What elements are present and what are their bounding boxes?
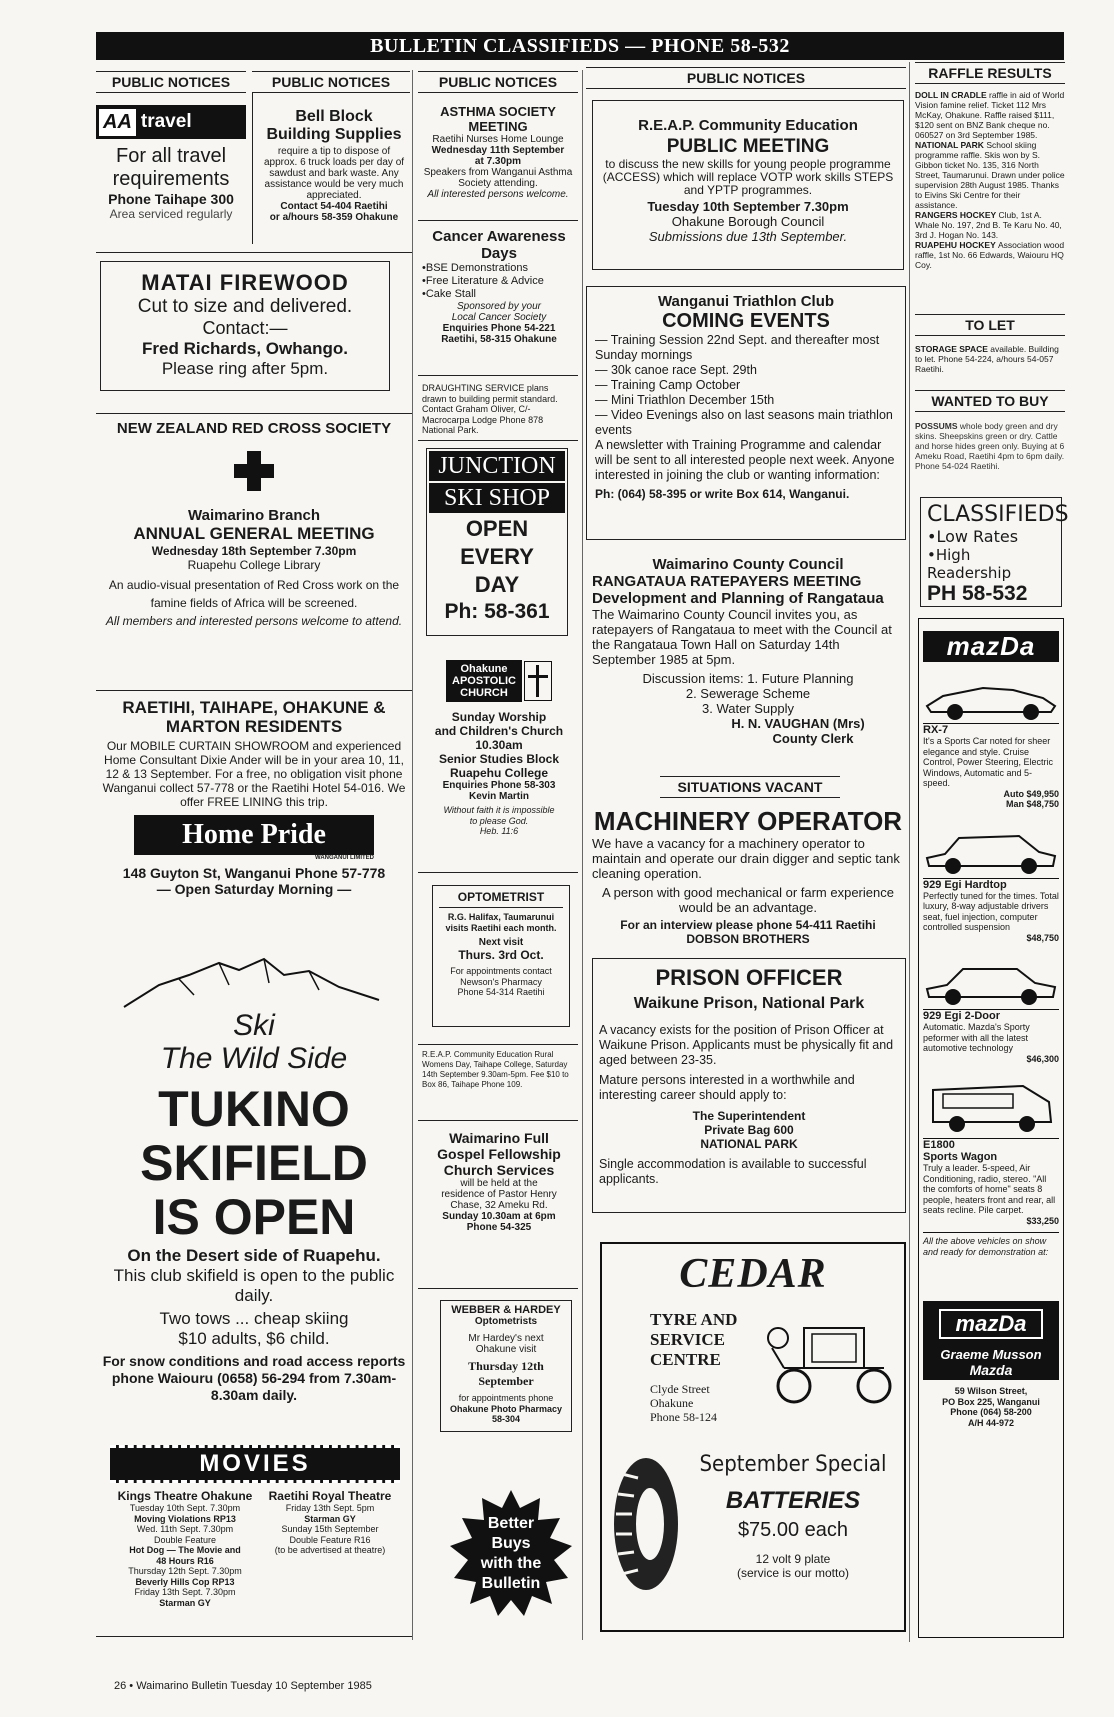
church-t1: Ohakune: [460, 663, 508, 675]
gospel-l2: residence of Pastor Henry: [441, 1189, 557, 1200]
opto-l1: R.G. Halifax, Taumarunui: [447, 912, 555, 922]
prison-officer-ad: [592, 958, 906, 1213]
homepride-logo-text: Home Pride: [182, 819, 326, 850]
rx7-desc: It's a Sports Car noted for sheer elegance and style. Cruise Control, Power Steering, Electric Windows, Automatic and 5-speed.: [923, 736, 1054, 788]
junction-l2: EVERY: [460, 544, 534, 569]
homepride-title: RAETIHI, TAIHAPE, OHAKUNE & MARTON RESIDENTS: [122, 698, 386, 736]
royal-theatre-line: Sunday 15th September: [281, 1524, 379, 1534]
hardtop-title: 929 Egi Hardtop: [923, 878, 1059, 891]
gospel-t2: Gospel Fellowship: [437, 1146, 561, 1162]
bell-contact1: Contact 54-404 Raetihi: [280, 201, 388, 212]
aa-word: travel: [140, 111, 192, 132]
prison-a2: Private Bag 600: [704, 1123, 794, 1137]
cancer-item: •Free Literature & Advice: [422, 275, 544, 287]
gospel-t3: Church Services: [443, 1162, 555, 1178]
triathlon-item: — Training Session 22nd Sept. and thereafter most Sunday mornings: [595, 333, 880, 362]
aa-line2: requirements: [112, 168, 230, 190]
homepride-addr: 148 Guyton St, Wanganui Phone 57-778: [122, 865, 386, 881]
cedar-s2: SERVICE: [650, 1330, 725, 1349]
asthma-date1: Wednesday 11th September: [431, 145, 565, 156]
mazda-dealer2: Mazda: [969, 1362, 1013, 1378]
classifieds-ph: PH 58-532: [927, 582, 1028, 605]
church-l2: and Children's Church: [434, 724, 564, 738]
wanted-header: WANTED TO BUY: [915, 390, 1065, 412]
reap-rural-ad: R.E.A.P. Community Education Rural Womens Day, Taihape College, Saturday 14th September 9.30am-5pm. Fee $10 to Box 86, Taihape Phone 109.: [422, 1050, 569, 1089]
church-q2: to please God.: [469, 815, 529, 826]
prison-l2: Mature persons interested in a worthwhile and interesting career should apply to:: [599, 1073, 855, 1102]
asthma-venue: Raetihi Nurses Home Lounge: [432, 134, 564, 145]
mazda-dealer1: Graeme Musson: [940, 1347, 1042, 1362]
reap-date: Tuesday 10th September 7.30pm: [647, 199, 849, 214]
classifieds-ad: [920, 497, 1069, 607]
royal-theatre-title: Raetihi Royal Theatre: [268, 1489, 392, 1503]
church-q3: Heb. 11:6: [479, 826, 519, 836]
council-sig2: County Clerk: [772, 731, 854, 746]
hardtop-car-icon: [923, 818, 1059, 878]
cedar-a1: Clyde Street: [650, 1382, 710, 1396]
prison-t1: PRISON OFFICER: [655, 965, 843, 990]
royal-theatre-list: [260, 1503, 400, 1556]
matai-line4: Please ring after 5pm.: [161, 359, 329, 378]
webber-hardey-ad: [440, 1300, 572, 1432]
triathlon-ad: [586, 286, 906, 540]
machinery-operator-ad: [592, 806, 904, 946]
church-l6: Enquiries Phone 58-303: [442, 780, 556, 791]
tukino-l1: This club skifield is open to the public daily.: [113, 1266, 395, 1305]
asthma-t2: MEETING: [468, 119, 528, 134]
reap-public-meeting-ad: [592, 100, 904, 270]
kings-theatre-line: Hot Dog — The Movie and: [129, 1545, 241, 1555]
opto-l4: Thurs. 3rd Oct.: [458, 948, 544, 962]
better-l2: Buys: [491, 1535, 531, 1552]
cedar-s1: TYRE AND: [650, 1310, 738, 1329]
movies-title: MOVIES: [110, 1445, 400, 1483]
wagon-title: E1800: [923, 1138, 1059, 1151]
webber-l1: Mr Hardey's next: [468, 1333, 544, 1344]
webber-l6: Ohakune Photo Pharmacy: [449, 1403, 563, 1414]
council-t3: Development and Planning of Rangataua: [592, 590, 884, 607]
asthma-ad: [420, 104, 576, 200]
red-cross-ad: [96, 420, 412, 630]
church-l4: Senior Studies Block: [438, 752, 560, 766]
webber-l4: September: [478, 1374, 534, 1388]
matai-line2: Contact:—: [202, 318, 288, 338]
better-l4: Bulletin: [481, 1575, 541, 1592]
council-item: 2. Sewerage Scheme: [685, 686, 811, 701]
homepride-open: — Open Saturday Morning —: [156, 881, 352, 897]
kings-theatre-line: Starman GY: [159, 1597, 211, 1608]
triathlon-item: — Training Camp October: [595, 378, 741, 392]
opto-l5: For appointments contact: [450, 966, 552, 976]
cancer-spons1: Sponsored by your: [457, 301, 541, 312]
asthma-invite: All interested persons welcome.: [427, 189, 569, 200]
royal-theatre-line: Double Feature R16: [289, 1534, 371, 1545]
machinery-l3: For an interview please phone 54-411 Raetihi: [620, 918, 876, 932]
cancer-ad: [422, 228, 576, 345]
kings-theatre-line: Moving Violations RP13: [134, 1513, 236, 1524]
cedar-title: CEDAR: [679, 1251, 827, 1297]
cancer-spons2: Local Cancer Society: [451, 312, 547, 323]
cancer-enq2: Raetihi, 58-315 Ohakune: [441, 334, 557, 345]
rx7-car-icon: [923, 668, 1059, 723]
hardtop-price: $48,750: [1026, 932, 1059, 943]
asthma-body: Speakers from Wanganui Asthma Society attending.: [423, 167, 573, 189]
redcross-venue: Ruapehu College Library: [187, 558, 321, 572]
kings-theatre-line: Double Feature: [153, 1534, 217, 1545]
machinery-l4: DOBSON BROTHERS: [686, 932, 810, 946]
rx7-price-auto: Auto $49,950: [1003, 788, 1059, 799]
reap-t1: R.E.A.P. Community Education: [638, 117, 858, 134]
wagon-price: $33,250: [1026, 1215, 1059, 1226]
kings-theatre-line: Wed. 11th Sept. 7.30pm: [136, 1524, 234, 1534]
kings-theatre-list: [110, 1503, 260, 1608]
opto-l7: Phone 54-314 Raetihi: [457, 987, 545, 997]
matai-line3: Fred Richards, Owhango.: [142, 339, 348, 358]
cancer-t1: Cancer Awareness: [432, 228, 566, 245]
cedar-volt: 12 volt 9 plate: [755, 1552, 831, 1566]
triathlon-ph: Ph: (064) 58-395 or write Box 614, Wanganui.: [595, 487, 850, 501]
triathlon-body: A newsletter with Training Programme and calendar will be sent to all interested people next week. Anyone interested in joining the club or wanting information:: [595, 438, 895, 482]
cedar-price: $75.00 each: [737, 1519, 849, 1541]
col4-header: PUBLIC NOTICES: [586, 67, 906, 89]
machinery-body: We have a vacancy for a machinery operator to maintain and operate our drain digger and septic tank cleaning operation.: [592, 836, 900, 881]
opto-l3: Next visit: [478, 937, 524, 948]
kings-theatre-line: Thursday 12th Sept. 7.30pm: [128, 1566, 242, 1576]
reap-t2: PUBLIC MEETING: [666, 136, 830, 157]
to-let-ad: [915, 344, 1065, 374]
matai-line1: Cut to size and delivered.: [137, 296, 353, 317]
kings-theatre-line: Friday 13th Sept. 7.30pm: [134, 1587, 236, 1597]
junction-t1: JUNCTION: [429, 451, 565, 481]
council-sig1: H. N. VAUGHAN (Mrs): [731, 716, 865, 731]
col1-header: PUBLIC NOTICES: [96, 71, 246, 93]
triathlon-t1: Wanganui Triathlon Club: [657, 293, 835, 310]
church-t3: CHURCH: [460, 687, 508, 699]
home-pride-ad: [96, 698, 412, 897]
tukino-ski: Ski: [233, 1009, 275, 1042]
twodoor-price: $46,300: [1026, 1053, 1059, 1064]
tyre-icon: [610, 1454, 682, 1594]
kings-theatre-line: Tuesday 10th Sept. 7.30pm: [129, 1503, 241, 1513]
redcross-branch: Waimarino Branch: [188, 507, 320, 524]
opto-l2: visits Raetihi each month.: [445, 922, 557, 933]
rx7-price-man: Man $48,750: [1005, 799, 1059, 809]
redcross-meeting: ANNUAL GENERAL MEETING: [133, 524, 375, 543]
tukino-desert: On the Desert side of Ruapehu.: [127, 1246, 381, 1265]
reap-venue: Ohakune Borough Council: [671, 214, 825, 229]
tukino-t2: SKIFIELD: [140, 1135, 368, 1191]
gospel-l3: Chase, 32 Ameku Rd.: [450, 1200, 548, 1211]
webber-l5: for appointments phone: [458, 1393, 554, 1403]
cedar-tyre-ad: [600, 1242, 906, 1632]
gospel-l1: will be held at the: [460, 1178, 538, 1189]
cancer-item: •Cake Stall: [422, 288, 476, 300]
triathlon-item: — 30k canoe race Sept. 29th: [595, 363, 757, 377]
cedar-motto: (service is our motto): [736, 1566, 850, 1580]
junction-l1: OPEN: [465, 516, 529, 541]
gospel-l5: Phone 54-325: [466, 1222, 532, 1233]
rx7-title: RX-7: [923, 723, 1059, 736]
mazda-note: All the above vehicles on show and ready for demonstration at:: [923, 1232, 1059, 1257]
webber-l2: Ohakune visit: [475, 1344, 537, 1355]
opto-title: OPTOMETRIST: [439, 890, 563, 908]
council-item: 3. Water Supply: [701, 701, 794, 716]
wanted-ad: [915, 421, 1065, 471]
movies-ad: [110, 1445, 400, 1608]
gospel-l4: Sunday 10.30am at 6pm: [442, 1211, 556, 1222]
twodoor-desc: Automatic. Mazda's Sporty peformer with all the latest automotive technology: [923, 1022, 1030, 1053]
redcross-date: Wednesday 18th September 7.30pm: [151, 544, 357, 558]
mazda-dealer-logo: [923, 1301, 1059, 1380]
reap-body: to discuss the new skills for young people programme (ACCESS) which will replace VOTP work skills STEPS and YPTP programmes.: [602, 157, 894, 197]
raffle-item: RUAPEHU HOCKEY Association wood raffle, 1st No. 66 Edwards, Waiouru HQ Coy.: [915, 240, 1065, 270]
cedar-a3: Phone 58-124: [650, 1410, 717, 1424]
cancer-items: [422, 262, 576, 301]
to-let-bold: STORAGE SPACE: [915, 344, 988, 354]
webber-t2: Optometrists: [474, 1316, 538, 1327]
royal-theatre-line: Starman GY: [304, 1513, 356, 1524]
prison-a1: The Superintendent: [692, 1109, 806, 1123]
matai-firewood-ad: [100, 261, 390, 391]
situations-vacant-header: SITUATIONS VACANT: [660, 776, 840, 798]
red-cross-icon: [234, 451, 274, 491]
mazda-ad: [918, 618, 1064, 1638]
council-t1: Waimarino County Council: [652, 556, 844, 573]
gospel-fellowship-ad: [422, 1130, 576, 1233]
council-ad: [592, 556, 904, 746]
col2-header: PUBLIC NOTICES: [252, 71, 410, 93]
tukino-ad: [96, 955, 412, 1404]
bell-body: require a tip to dispose of approx. 6 truck loads per day of sawdust and bark waste. Any assistance would be very much appreciated.: [263, 146, 405, 201]
webber-l3: Thursday 12th: [468, 1359, 544, 1373]
raffle-item: DOLL IN CRADLE raffle in aid of World Vision famine relief. Ticket 112 Mrs McKay, Ohakune. Raffle raised $111, $120 sent on BNZ Bank cheque no. 060527 on 3rd September 1985.: [915, 90, 1065, 140]
cross-icon: [524, 661, 552, 701]
webber-l7: 58-304: [491, 1414, 521, 1424]
royal-theatre-line: Friday 13th Sept. 5pm: [285, 1503, 375, 1513]
wanted-bold: POSSUMS: [915, 421, 958, 431]
aa-line1: For all travel: [115, 145, 227, 167]
mazda-addr2: PO Box 225, Wanganui: [942, 1396, 1040, 1407]
classifieds-l2: •High Readership: [927, 546, 1012, 582]
tukino-wild: The Wild Side: [160, 1042, 348, 1075]
cedar-batteries: BATTERIES: [725, 1487, 861, 1514]
classifieds-l1: •Low Rates: [927, 527, 1019, 546]
royal-theatre-line: (to be advertised at theatre): [274, 1545, 386, 1555]
cedar-a2: Ohakune: [650, 1396, 694, 1410]
triathlon-item: — Mini Triathlon December 15th: [595, 393, 775, 407]
bell-block-ad: [260, 108, 408, 223]
junction-phone: Ph: 58-361: [444, 600, 550, 623]
council-t2: RANGATAUA RATEPAYERS MEETING: [592, 573, 862, 590]
redcross-invite: All members and interested persons welcome to attend.: [105, 614, 403, 628]
twodoor-car-icon: [923, 951, 1059, 1009]
wagon-car-icon: [923, 1072, 1059, 1138]
prison-l3: Single accommodation is available to successful applicants.: [599, 1157, 867, 1186]
draughting-ad: DRAUGHTING SERVICE plans drawn to building permit standard. Contact Graham Oliver, C/- Macrocarpa Lodge Phone 878 National Park.: [422, 383, 558, 435]
mazda-addr3: Phone (064) 58-200: [950, 1407, 1032, 1417]
homepride-body: Our MOBILE CURTAIN SHOWROOM and experienced Home Consultant Dixie Ander will be in your area 10, 11, 12 & 13 September. For a free, no obligation visit phone Wanganui collect 57-778 or the Raetihi Hotel 54-016. We offer FREE LINING this trip.: [102, 739, 406, 809]
council-items: [592, 671, 904, 716]
church-l3: 10.30am: [475, 738, 523, 752]
mazda-addr1: 59 Wilson Street,: [954, 1386, 1028, 1396]
aa-phone: Phone Taihape 300: [108, 191, 234, 207]
church-l7: Kevin Martin: [468, 791, 529, 802]
redcross-body: An audio-visual presentation of Red Cross work on the famine fields of Africa will be screened.: [108, 578, 400, 610]
asthma-date2: at 7.30pm: [474, 156, 522, 167]
kings-theatre-line: 48 Hours R16: [156, 1555, 214, 1566]
prison-body: A vacancy exists for the position of Prison Officer at Waikune Prison. Applicants must be physically fit and aged between 23-35.: [599, 1023, 894, 1067]
aa-travel-ad: [96, 105, 246, 253]
redcross-title: NEW ZEALAND RED CROSS SOCIETY: [116, 420, 392, 437]
bell-title1: Bell Block: [295, 108, 373, 125]
mountain-icon: [119, 955, 389, 1010]
to-let-text: available. Building to let. Phone 54-224, a/hours 54-057 Raetihi.: [915, 344, 1059, 374]
mazda-addr4: A/H 44-972: [967, 1417, 1015, 1428]
raffle-item: RANGERS HOCKEY Club, 1st A. Whale No. 197, 2nd B. Te Karu No. 40, 3rd J. Hogan No. 143.: [915, 210, 1062, 240]
vintage-car-icon: [764, 1308, 900, 1408]
kings-theatre-line: Beverly Hills Cop RP13: [135, 1576, 235, 1587]
cedar-s3: CENTRE: [650, 1350, 721, 1369]
triathlon-t2: COMING EVENTS: [662, 310, 830, 332]
aa-logo: AA: [99, 109, 136, 136]
junction-l3: DAY: [474, 572, 520, 597]
cancer-item: •BSE Demonstrations: [422, 262, 528, 274]
raffle-item: NATIONAL PARK School skiing programme raffle. Skis won by S. Gibbon ticket No. 135, 316 North Street, Taumarunui. Drawn under police supervision 28th August 1985. Thanks to Eivins Ski Centre for their assistance.: [915, 140, 1065, 210]
homepride-logo-sub: WANGANUI LIMITED: [315, 855, 374, 861]
bell-title2: Building Supplies: [266, 126, 402, 143]
raffle-results: [915, 90, 1065, 270]
church-l5: Ruapehu College: [449, 766, 548, 780]
classifieds-title: CLASSIFIEDS: [927, 502, 1069, 527]
machinery-l2: A person with good mechanical or farm experience would be an advantage.: [602, 885, 894, 915]
mazda-logo-bottom: mazDa: [939, 1309, 1043, 1339]
reap-subs: Submissions due 13th September.: [648, 229, 848, 244]
machinery-title: MACHINERY OPERATOR: [593, 806, 903, 836]
wanted-text: whole body green and dry skins. Sheepskins green or dry. Cattle and horse hides green only. Buying at 6 Ameku Road, Raetihi 4pm to 6pm daily. Phone 54-024 Raetihi.: [915, 421, 1065, 471]
gospel-t1: Waimarino Full: [449, 1130, 549, 1146]
matai-title: MATAI FIREWOOD: [141, 270, 349, 295]
junction-ski-shop-ad: [426, 448, 568, 636]
cancer-enq1: Enquiries Phone 54-221: [442, 323, 556, 334]
wagon-title2: Sports Wagon: [923, 1151, 998, 1163]
aa-area: Area serviced regularly: [109, 207, 233, 221]
tukino-l2: Two tows ... cheap skiing: [159, 1309, 349, 1328]
webber-t1: WEBBER & HARDEY: [451, 1304, 561, 1316]
triathlon-item: — Video Evenings also on last seasons main triathlon events: [595, 408, 893, 437]
apostolic-church-ad: [422, 660, 576, 837]
tukino-t1: TUKINO: [158, 1081, 350, 1137]
cedar-special: September Special: [699, 1452, 887, 1477]
junction-t2: SKI SHOP: [429, 483, 565, 513]
wagon-desc: Truly a leader. 5-speed, Air Conditioning, radio, stereo. "All the comforts of home" seats 8 people, heaters front and rear, all seats recline. Pile carpet.: [923, 1163, 1056, 1215]
col3-header: PUBLIC NOTICES: [418, 71, 578, 93]
tukino-l3: $10 adults, $6 child.: [178, 1329, 330, 1348]
church-t2: APOSTOLIC: [452, 675, 516, 687]
twodoor-title: 929 Egi 2-Door: [923, 1009, 1059, 1022]
better-buys-badge: [448, 1490, 574, 1616]
home-pride-logo: [134, 815, 374, 855]
tukino-l4: For snow conditions and road access reports phone Waiouru (0658) 56-294 from 7.30am-8.30am daily.: [102, 1353, 406, 1403]
bell-contact2: or a/hours 58-359 Ohakune: [269, 212, 399, 223]
church-q1: Without faith it is impossible: [443, 805, 555, 815]
asthma-t1: ASTHMA SOCIETY: [440, 104, 556, 119]
mazda-logo-top: mazDa: [923, 631, 1059, 662]
banner: BULLETIN CLASSIFIEDS — PHONE 58-532: [96, 32, 1064, 60]
optometrist-ad: [432, 885, 570, 1027]
triathlon-items: [595, 333, 897, 438]
council-item: Discussion items: 1. Future Planning: [642, 671, 854, 686]
cancer-t2: Days: [481, 245, 517, 262]
tukino-t3: IS OPEN: [152, 1189, 356, 1245]
better-l3: with the: [480, 1555, 542, 1572]
better-l1: Better: [487, 1515, 535, 1532]
to-let-header: TO LET: [915, 314, 1065, 336]
hardtop-desc: Perfectly tuned for the times. Total luxury, 8-way adjustable drivers seat, fuel injection, computer controlled suspension: [923, 890, 1059, 932]
col5-header: RAFFLE RESULTS: [915, 62, 1065, 84]
page-footer: 26 • Waimarino Bulletin Tuesday 10 September 1985: [114, 1680, 372, 1692]
kings-theatre-title: Kings Theatre Ohakune: [117, 1489, 253, 1503]
prison-t2: Waikune Prison, National Park: [633, 995, 865, 1012]
prison-a3: NATIONAL PARK: [700, 1137, 798, 1151]
council-body: The Waimarino County Council invites you, as ratepayers of Rangataua to meet with the Council at the Rangataua Town Hall on Saturday 14th September 1985 at 5pm.: [592, 607, 892, 667]
opto-l6: Newson's Pharmacy: [460, 976, 542, 987]
church-l1: Sunday Worship: [451, 710, 547, 724]
